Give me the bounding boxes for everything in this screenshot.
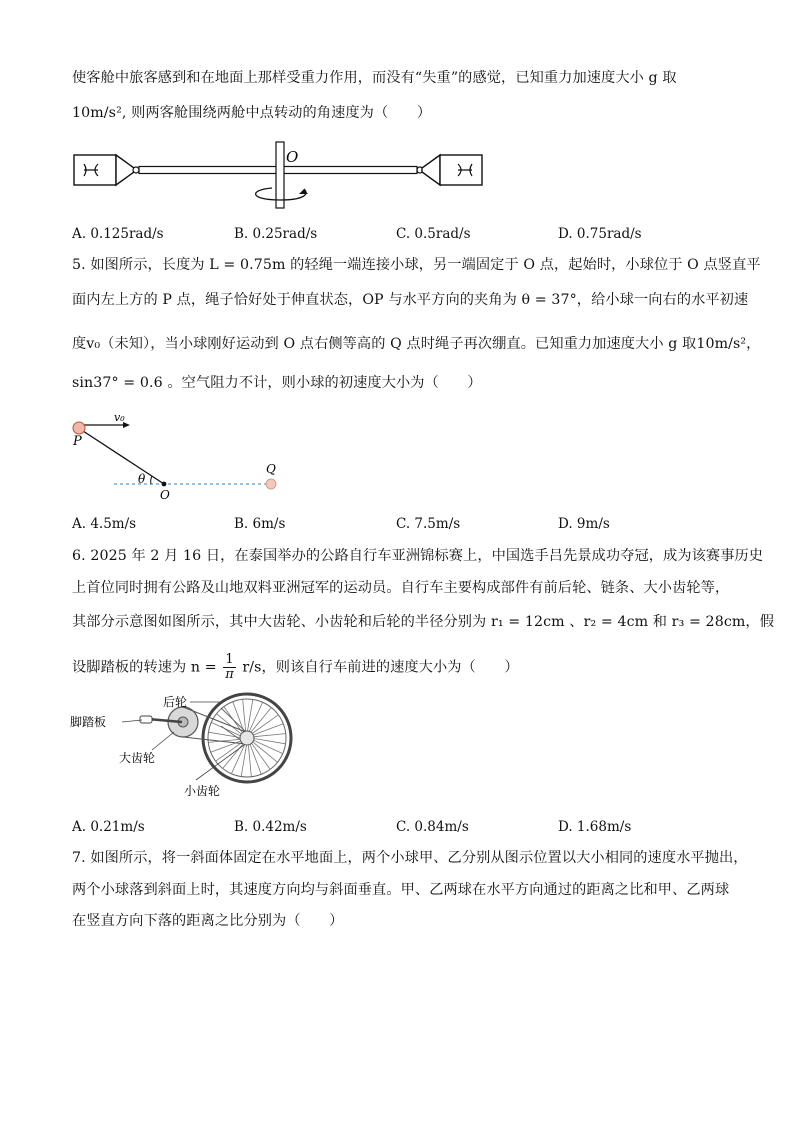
q5-option-c[interactable]: C. 7.5m/s: [396, 516, 461, 532]
q6-option-a[interactable]: A. 0.21m/s: [72, 819, 145, 835]
q5-text-line-3: 度v₀（未知），当小球刚好运动到 O 点右侧等高的 Q 点时绳子再次绷直。已知重力加速度大小 g 取10m/s²，: [72, 336, 761, 352]
small-sprocket: [240, 731, 254, 745]
label-O: O: [160, 488, 170, 502]
q6-text-line-4: [72, 653, 519, 682]
q4-option-d[interactable]: D. 0.75rad/s: [558, 226, 642, 242]
right-cabin-taper: [422, 155, 440, 185]
q6-option-d[interactable]: D. 1.68m/s: [558, 819, 632, 835]
label-P: P: [73, 434, 82, 449]
rope-OP: [80, 429, 164, 484]
q5-option-a[interactable]: A. 4.5m/s: [72, 516, 137, 532]
label-O: O: [286, 148, 299, 166]
label-big-sprocket: 大齿轮: [119, 751, 156, 765]
left-cabin-taper: [116, 155, 134, 185]
fraction-numerator: 1: [225, 652, 234, 667]
q7-text-line-1: 7. 如图所示，将一斜面体固定在水平地面上，两个小球甲、乙分别从图示位置以大小相同的速度水平抛出，: [72, 850, 748, 866]
q5-text-line-1: 5. 如图所示，长度为 L = 0.75m 的轻绳一端连接小球，另一端固定于 O 点，起始时，小球位于 O 点竖直平: [72, 257, 761, 273]
q6-line4-suffix: r/s，则该自行车前进的速度大小为（ ）: [242, 659, 519, 676]
fraction-denominator: π: [225, 667, 234, 682]
label-small-sprocket: 小齿轮: [184, 784, 221, 798]
label-v0: v₀: [114, 411, 125, 424]
q6-option-b[interactable]: B. 0.42m/s: [234, 819, 307, 835]
point-O: [162, 482, 167, 487]
q5-option-b[interactable]: B. 6m/s: [234, 516, 286, 532]
ball-P: [73, 422, 85, 434]
label-pedal: 脚踏板: [70, 715, 107, 729]
q4-option-b[interactable]: B. 0.25rad/s: [234, 226, 318, 242]
q7-text-line-2: 两个小球落到斜面上时，其速度方向均与斜面垂直。甲、乙两球在水平方向通过的距离之比和甲、乙两球: [72, 882, 730, 898]
q6-text-line-1: 6. 2025 年 2 月 16 日，在泰国举办的公路自行车亚洲锦标赛上，中国选手吕先景成功夺冠，成为该赛事历史: [72, 548, 764, 564]
q7-text-line-3: 在竖直方向下落的距离之比分别为（ ）: [72, 913, 344, 929]
q6-text-line-3: 其部分示意图如图所示，其中大齿轮、小齿轮和后轮的半径分别为 r₁ = 12cm 、r₂ = 4cm 和 r₃ = 28cm，假: [72, 614, 774, 630]
q4-rotating-cabins-figure: [72, 140, 492, 210]
ball-Q: [266, 479, 276, 489]
q6-text-line-2: 上首位同时拥有公路及山地双料亚洲冠军的运动员。自行车主要构成部件有前后轮、链条、大小齿轮等，: [72, 580, 730, 596]
rotation-speed-fraction: [223, 653, 235, 682]
q5-rope-ball-figure: [68, 405, 288, 505]
label-rear-wheel: 后轮: [163, 695, 188, 709]
q4-text-line-2: 10m/s², 则两客舱围绕两舱中点转动的角速度为（ ）: [72, 105, 432, 121]
central-axle: [276, 142, 284, 208]
q5-option-d[interactable]: D. 9m/s: [558, 516, 610, 532]
q4-option-a[interactable]: A. 0.125rad/s: [72, 226, 164, 242]
q4-text-line-1: 使客舱中旅客感到和在地面上那样受重力作用，而没有“失重”的感觉，已知重力加速度大小 g 取: [72, 70, 677, 86]
pedal: [140, 716, 152, 723]
q5-text-line-2: 面内左上方的 P 点，绳子恰好处于伸直状态，OP 与水平方向的夹角为 θ = 37°，给小球一向右的水平初速: [72, 292, 749, 308]
q5-text-line-4: sin37° = 0.6 。空气阻力不计，则小球的初速度大小为（ ）: [72, 375, 482, 391]
q6-line4-prefix: 设脚踏板的转速为 n =: [72, 659, 217, 676]
q4-option-c[interactable]: C. 0.5rad/s: [396, 226, 471, 242]
q6-bicycle-figure: [70, 690, 310, 805]
label-Q: Q: [266, 462, 276, 476]
q6-option-c[interactable]: C. 0.84m/s: [396, 819, 469, 835]
label-theta: θ: [138, 472, 146, 486]
